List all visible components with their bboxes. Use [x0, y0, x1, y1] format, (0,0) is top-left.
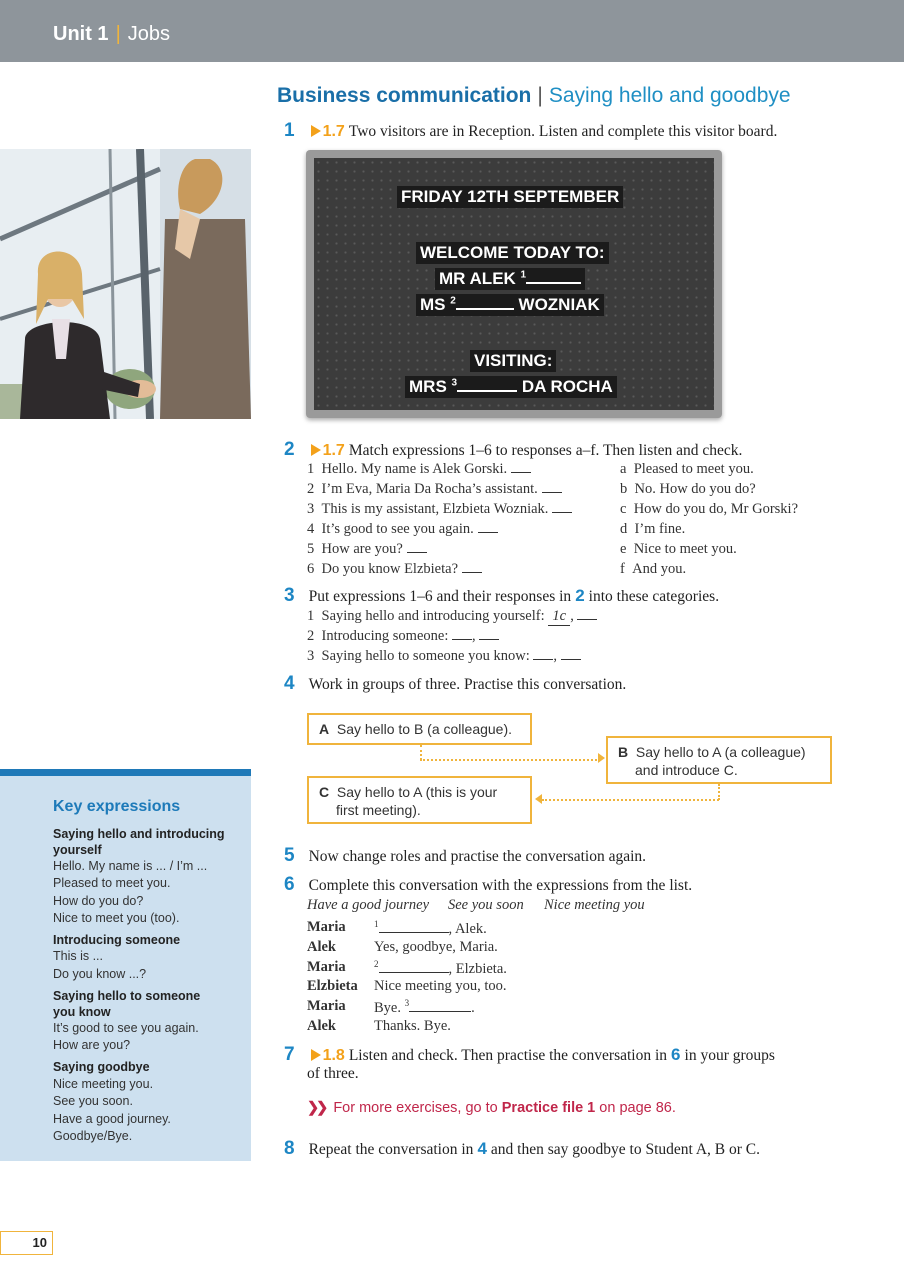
unit-number: Unit 1 [53, 23, 109, 45]
answer-blank[interactable] [409, 1001, 471, 1012]
list-item: 5 How are you? [307, 541, 427, 558]
expression-option: Nice meeting you [544, 897, 645, 913]
practice-link-text: For more exercises, go to [333, 1100, 498, 1116]
list-item: e Nice to meet you. [620, 541, 737, 557]
list-item: 3 Saying hello to someone you know: , [307, 648, 581, 665]
key-expression: Do you know ...? [53, 967, 147, 981]
key-expression: How do you do? [53, 894, 144, 908]
page-title [277, 84, 791, 108]
exercise-5-number: 5 [284, 845, 295, 866]
practice-file-name: Practice file 1 [501, 1100, 596, 1116]
board-gap-1-number: 1 [520, 269, 527, 281]
exercise-1-track: 1.7 [322, 123, 345, 140]
role-card-a-text: Say hello to B (a colleague). [336, 721, 513, 737]
role-card-a-letter: A [319, 721, 330, 737]
exercise-5-instruction [284, 845, 646, 867]
role-card-c-text-2: first meeting). [336, 802, 421, 818]
list-item: 1 Hello. My name is Alek Gorski. [307, 461, 531, 478]
header-divider: | [115, 23, 121, 45]
exercise-7-text-line-2: of three. [307, 1065, 359, 1082]
role-card-c [307, 776, 532, 824]
answer-blank[interactable] [561, 649, 581, 660]
role-card-b-letter: B [618, 744, 629, 760]
dialogue-line: Bye. $^3$ . [374, 998, 475, 1016]
role-card-c-text: Say hello to A (this is your [336, 784, 498, 800]
answer-blank[interactable] [552, 502, 572, 513]
answer-blank[interactable] [379, 922, 449, 933]
board-line-2-title: MS [420, 295, 446, 314]
answer-blank[interactable] [478, 522, 498, 533]
list-item: a Pleased to meet you. [620, 461, 754, 477]
exercise-7-track: 1.8 [322, 1047, 345, 1064]
speaker-name: Maria [307, 919, 346, 935]
key-expression: How are you? [53, 1038, 131, 1052]
board-gap-3-number: 3 [451, 377, 458, 389]
key-expression: See you soon. [53, 1094, 133, 1108]
exercise-7-text: Listen and check. Then practise the conversation in [348, 1047, 668, 1064]
role-card-b-text: Say hello to A (a colleague) [635, 744, 806, 760]
connector-line [718, 784, 720, 800]
arrow-right-icon [598, 753, 605, 763]
answer-blank[interactable] [452, 629, 472, 640]
exercise-7-text-end: in your groups [684, 1047, 775, 1064]
unit-topic: Jobs [127, 23, 171, 45]
handshake-photo [0, 149, 251, 419]
visitor-board-panel [314, 158, 714, 410]
exercise-3-reference: 2 [575, 586, 585, 605]
role-card-b [606, 736, 832, 784]
board-gap-2-number: 2 [450, 295, 456, 307]
exercise-6-instruction [284, 874, 692, 896]
exercise-8-text-end: and then say goodbye to Student A, B or C. [490, 1141, 760, 1158]
list-item: b No. How do you do? [620, 481, 756, 497]
list-item: 1 Saying hello and introducing yourself: 1c , [307, 608, 597, 626]
list-item: 6 Do you know Elzbieta? [307, 561, 482, 578]
board-gap-3 [457, 378, 517, 392]
exercise-1-text: Two visitors are in Reception. Listen and complete this visitor board. [348, 123, 778, 140]
exercise-3-instruction [284, 585, 719, 607]
expression-option: See you soon [448, 897, 524, 913]
key-section-title: Saying hello to someone you know [53, 989, 201, 1019]
exercise-4-instruction [284, 673, 626, 695]
title-main: Business communication [277, 84, 532, 107]
board-line-2-surname: WOZNIAK [518, 295, 600, 314]
key-expression: Nice to meet you (too). [53, 911, 180, 925]
key-expression: This is ... [53, 949, 104, 963]
answer-blank[interactable] [379, 962, 449, 973]
list-item: 2 Introducing someone: , [307, 628, 499, 645]
dialogue-line: Nice meeting you, too. [374, 978, 507, 994]
title-divider: | [537, 84, 543, 107]
connector-line [420, 759, 600, 761]
unit-label [53, 23, 170, 46]
exercise-8-instruction [284, 1138, 760, 1160]
practice-page: on page 86. [599, 1100, 676, 1116]
board-gap-2 [456, 296, 514, 310]
key-section-title: Introducing someone [53, 933, 181, 947]
board-visiting: VISITING: [470, 350, 556, 372]
key-section-title: Saying hello and introducing yourself [53, 827, 225, 857]
key-expression: Nice meeting you. [53, 1077, 154, 1091]
audio-play-icon[interactable] [311, 125, 321, 137]
role-card-a [307, 713, 532, 745]
exercise-4-number: 4 [284, 673, 295, 694]
board-line-1 [435, 268, 585, 290]
connector-line [420, 745, 422, 760]
key-expression: It’s good to see you again. [53, 1021, 199, 1035]
board-line-3-surname: DA ROCHA [521, 377, 613, 396]
list-item: 4 It’s good to see you again. [307, 521, 498, 538]
dialogue-line: Thanks. Bye. [374, 1018, 451, 1034]
board-welcome: WELCOME TODAY TO: [416, 242, 609, 264]
audio-play-icon[interactable] [311, 444, 321, 456]
exercise-1-number: 1 [284, 120, 295, 141]
key-expression: Have a good journey. [53, 1112, 171, 1126]
list-item: f And you. [620, 561, 687, 577]
speaker-name: Elzbieta [307, 978, 358, 994]
unit-header [0, 0, 904, 62]
list-item: 2 I’m Eva, Maria Da Rocha’s assistant. [307, 481, 562, 498]
role-card-b-text-2: and introduce C. [635, 762, 738, 778]
dialogue-line: Yes, goodbye, Maria. [374, 939, 498, 955]
exercise-3-text: Put expressions 1–6 and their responses in [308, 588, 572, 605]
board-line-3-title: MRS [409, 377, 447, 396]
list-item: c How do you do, Mr Gorski? [620, 501, 799, 517]
board-line-3 [405, 376, 617, 398]
answer-blank[interactable] [542, 482, 562, 493]
exercise-3-number: 3 [284, 585, 295, 606]
exercise-2-number: 2 [284, 439, 295, 460]
board-gap-1 [526, 270, 581, 284]
key-expressions-panel [0, 769, 251, 1161]
exercise-7-instruction [284, 1044, 775, 1066]
board-line-1-name: MR ALEK [439, 269, 516, 288]
handshake-illustration [0, 149, 251, 419]
example-answer: 1c [548, 608, 570, 626]
exercise-7-reference: 6 [671, 1045, 681, 1064]
exercise-1-instruction [284, 120, 777, 142]
title-sub: Saying hello and goodbye [548, 84, 791, 107]
exercise-8-text: Repeat the conversation in [308, 1141, 474, 1158]
answer-blank[interactable] [577, 609, 597, 620]
practice-file-link[interactable] [307, 1100, 676, 1116]
page-number: 10 [0, 1231, 53, 1255]
dialogue-line: $^1$ , Alek. [374, 919, 487, 937]
key-expressions-heading: Key expressions [53, 798, 181, 815]
visitor-board [306, 150, 722, 418]
board-date: FRIDAY 12TH SEPTEMBER [397, 186, 623, 208]
exercise-6-number: 6 [284, 874, 295, 895]
key-expression: Hello. My name is ... / I’m ... [53, 859, 208, 873]
arrow-left-icon [535, 794, 542, 804]
double-chevron-right-icon: ❯❯ [307, 1100, 326, 1116]
answer-blank[interactable] [511, 462, 531, 473]
speaker-name: Alek [307, 1018, 336, 1034]
answer-blank[interactable] [479, 629, 499, 640]
speaker-name: Maria [307, 998, 346, 1014]
exercise-4-text: Work in groups of three. Practise this conversation. [308, 676, 627, 693]
exercise-7-number: 7 [284, 1044, 295, 1065]
exercise-2-text: Match expressions 1–6 to responses a–f. Then listen and check. [348, 442, 743, 459]
answer-blank[interactable] [407, 542, 427, 553]
board-line-2 [416, 294, 604, 316]
exercise-5-text: Now change roles and practise the conversation again. [308, 848, 647, 865]
speaker-name: Alek [307, 939, 336, 955]
answer-blank[interactable] [462, 562, 482, 573]
exercise-2-instruction [284, 439, 742, 461]
exercise-8-reference: 4 [477, 1139, 487, 1158]
key-section-title: Saying goodbye [53, 1060, 150, 1074]
exercise-3-text-end: into these categories. [588, 588, 720, 605]
list-item: 3 This is my assistant, Elzbieta Wozniak. [307, 501, 572, 518]
exercise-8-number: 8 [284, 1138, 295, 1159]
exercise-2-track: 1.7 [322, 442, 345, 459]
key-expression: Pleased to meet you. [53, 876, 171, 890]
key-expression: Goodbye/Bye. [53, 1129, 133, 1143]
dialogue-line: $^2$ , Elzbieta. [374, 959, 507, 977]
connector-line [542, 799, 719, 801]
exercise-6-text: Complete this conversation with the expressions from the list. [308, 877, 693, 894]
speaker-name: Maria [307, 959, 346, 975]
list-item: d I’m fine. [620, 521, 686, 537]
audio-play-icon[interactable] [311, 1049, 321, 1061]
role-card-c-letter: C [319, 784, 330, 800]
expression-option: Have a good journey [307, 897, 430, 913]
answer-blank[interactable] [533, 649, 553, 660]
